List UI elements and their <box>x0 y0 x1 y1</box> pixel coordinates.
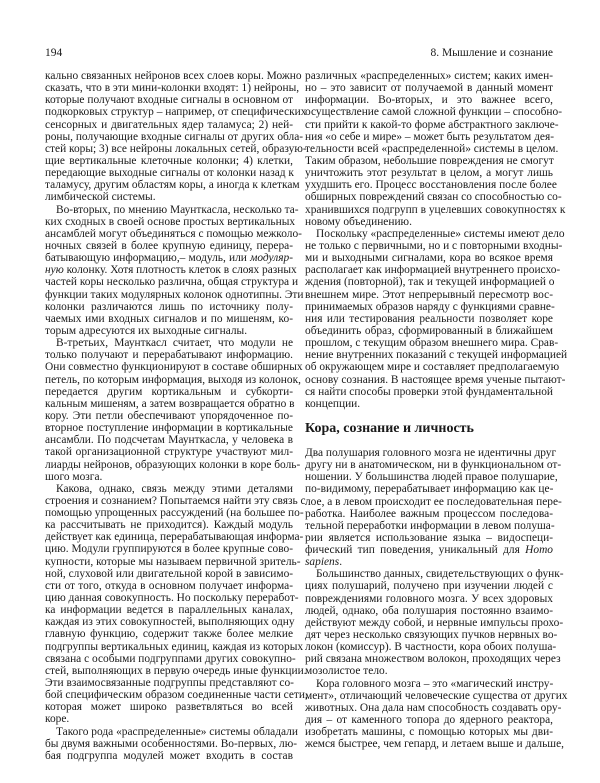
text-line: об окружающем мире и составляет предполагаемую <box>305 361 560 374</box>
text-line: sapiens. <box>305 556 343 569</box>
text-line: ния «о себе и мире» – может быть результатом дея- <box>305 130 555 143</box>
text-line: ночных связей в более крупную единицу, перера- <box>45 239 293 252</box>
text-line: частей коры несколько различна, общая структура и <box>45 276 299 289</box>
text-line: рий связана множеством волокон, проходящих через <box>305 653 561 666</box>
text-line: Поскольку «распределенные» системы имеют дело <box>316 227 565 240</box>
text-line: цию. Модули группируются в более крупные сово- <box>45 543 293 556</box>
text-line: осуществление самой сложной функции – способно- <box>305 106 563 119</box>
text-line: строения и сознанием? Попытаемся найти эту связь с <box>45 494 306 507</box>
text-line: лимбической системы. <box>45 191 156 204</box>
text-line: ную колонку. Хотя плотность клеток в слоях разных <box>45 264 297 277</box>
text-line: сказать, что в эти мини-колонки входят: 1) нейроны, <box>45 82 300 95</box>
text-line: мозолистое тело. <box>305 665 388 678</box>
text-line: каждая из этих совокупностей, выполняющих одну <box>45 616 295 629</box>
text-line: концепции. <box>305 397 361 410</box>
paragraph <box>305 446 562 569</box>
text-line: людей, однако, оба полушария постоянно взаимо- <box>305 604 553 617</box>
text-line: сти от того, откуда в основном получает информа- <box>45 579 293 592</box>
text-line: передающие выходные сигналы от колонки назад к <box>45 167 294 180</box>
text-line: действует как единица, перерабатывающая информа- <box>45 531 304 544</box>
text-line: мент», отличающий человеческие существа от других <box>305 689 568 702</box>
paragraph <box>45 482 308 726</box>
page-number: 194 <box>45 47 63 59</box>
text-line: рии является использование языка – видоспеци- <box>305 531 553 544</box>
text-line: жемся быстрее, чем гепард, и летаем выше и дальше, <box>305 738 564 751</box>
text-line: по-видимому, перерабатывает информацию как це- <box>305 483 554 496</box>
text-line: главную функцию, содержит также более мелкие <box>45 628 293 641</box>
text-line: различных «распределенных» систем; каких имен- <box>305 70 553 82</box>
text-line: Они совместно функционируют в составе обширных <box>45 361 303 374</box>
text-line: циях полушарий, получено при изучении людей с <box>305 580 553 593</box>
text-line: бой специфическим образом соединенные части сети, <box>45 689 308 702</box>
text-line: тельности всей «распределенной» системы в целом. <box>305 142 559 155</box>
text-line: работка. Наиболее важным процессом последова- <box>305 507 553 520</box>
text-line: другу ни в анатомическом, ни в функциональном от- <box>305 459 562 472</box>
text-line: прошлом, с текущим образом внешнего мира. Срав- <box>305 337 559 350</box>
text-line: Во-вторых, по мнению Маунткасла, несколько та- <box>56 203 299 216</box>
right-column <box>305 70 568 751</box>
text-line: животных. Она дала нам способность создавать ору- <box>305 701 562 714</box>
text-line: хранившихся подгрупп в уцелевших совокупностях к <box>305 203 566 216</box>
paragraph <box>45 70 307 204</box>
text-line: объединить образ, сформированный в ближайшем <box>305 324 553 337</box>
text-line: чаемых ими входных сигналов и по мишеням, ко- <box>45 312 293 325</box>
text-line: подгруппы вертикальных единиц, каждая из которых <box>45 640 304 653</box>
text-line: ка информации ведется в параллельных каналах, <box>45 604 293 617</box>
text-line: кору. Эти петли обеспечивают упорядоченное по- <box>45 409 293 422</box>
text-line: ких сходных в своей основе простых вертикальных <box>45 215 296 228</box>
text-line: ношении. У большинства людей правое полушарие, <box>305 471 558 484</box>
text-line: Кора головного мозга – это «магический инстру- <box>316 677 554 690</box>
paragraph <box>305 677 568 751</box>
paragraph <box>305 568 564 678</box>
text-line: колонки различаются лишь по источнику полу- <box>45 300 293 313</box>
text-line: петель, по которым информация, выходя из колонок, <box>45 373 301 386</box>
text-line: изобретать машины, с помощью которых мы дви- <box>305 726 553 739</box>
text-line: Большинство данных, свидетельствующих о функ- <box>316 568 564 581</box>
text-line: помощью упрощенных рассуждений (на большее по- <box>45 507 304 520</box>
text-line: только получают и перерабатывают информацию. <box>45 349 293 362</box>
text-line: кально связанных нейронов всех слоев коры. Можно <box>45 70 302 82</box>
text-line: которые получают входные сигналы в основном от <box>45 94 293 107</box>
running-header: 8. Мышление и сознание <box>430 47 553 59</box>
text-line: ансамбли. По подсчетам Маунткасла, у человека в <box>45 434 293 447</box>
text-line: такой организационной структуре участвуют мил- <box>45 446 293 459</box>
text-line: стей коры; 3) все нейроны локальных сетей, образую- <box>45 142 307 155</box>
text-line: шого мозга. <box>45 470 103 483</box>
text-line: батывающую информацию,– модуль, или модуляр- <box>45 252 293 265</box>
text-line: сти прийти к какой-то форме абстрактного заключе- <box>305 118 559 131</box>
text-line: Эти взаимосвязанные подгруппы представляют со- <box>45 677 294 690</box>
text-line: основу сознания. В настоящее время ученые пытают- <box>305 373 566 386</box>
text-line: Два полушария головного мозга не идентичны друг <box>305 446 557 459</box>
paragraph <box>305 227 568 410</box>
text-line: таламусу, другим областям коры, а иногда к клеткам <box>45 179 300 192</box>
text-line: уничтожить этот результат в целом, а могут лишь <box>305 167 553 180</box>
text-line: торым адресуются их выходные сигналы. <box>45 324 248 337</box>
text-line: которая может широко разветвляться во всей <box>45 701 293 714</box>
text-line: ми и выходными сигналами, кора во всякое время <box>305 252 553 265</box>
text-line: не только с первичными, но и с повторными входны- <box>305 239 563 252</box>
text-line: Таким образом, небольшие повреждения не смогут <box>305 154 554 167</box>
text-line: ной, слуховой или двигательной корой в зависимо- <box>45 567 294 580</box>
text-line: Такого рода «распределенные» системы обладали <box>56 725 298 738</box>
text-line: купности, которые мы называем первичной зритель- <box>45 555 301 568</box>
text-line: обширных повреждений связан со способностью со- <box>305 191 562 204</box>
text-line: нение внутренних показаний с текущей информацией <box>305 349 568 362</box>
text-line: связана с особыми подгруппами других совокупно- <box>45 652 296 665</box>
text-line: дят через несколько связующих пучков нервных во- <box>305 629 558 642</box>
text-line: ния или тестирования реальности позволяет коре <box>305 312 553 325</box>
text-line: ухудшить его. Процесс восстановления после более <box>305 179 557 192</box>
text-line: цию данная совокупность. Но поскольку переработ- <box>45 592 299 605</box>
paragraph <box>305 70 566 228</box>
paragraph <box>45 725 298 762</box>
text-line: ждения (повторной), так и текущей информацией о <box>305 276 555 289</box>
text-line: Какова, однако, связь между этими деталями <box>56 482 293 495</box>
text-line: внешнем мире. Этот непрерывный пересмотр вос- <box>305 288 553 301</box>
text-line: новому объединению. <box>305 215 412 228</box>
text-line: повреждениями головного мозга. У всех здоровых <box>305 592 553 605</box>
text-line: ся найти способы проверки этой фундаментальной <box>305 385 554 398</box>
text-line: ансамблей могут объединяться с помощью межколо- <box>45 227 302 240</box>
text-line: бы двумя важными особенностями. Во-первых, лю- <box>45 737 298 750</box>
text-line: локон (комиссур). В частности, кора обоих полуша- <box>305 641 557 654</box>
text-line: сенсорных и двигательных ядер таламуса; 2) ней- <box>45 118 293 131</box>
text-line: информации. Во-вторых, и это важнее всего, <box>305 94 553 107</box>
text-line: передается другим кортикальным и субкорти- <box>45 385 293 398</box>
text-line: принимаемых образов наряду с функциями сравне- <box>305 300 555 313</box>
text-line: стей, выполняющих в первую очередь иные функции. <box>45 664 307 677</box>
text-line: действуют между собой, и нервные импульсы прохо- <box>305 616 564 629</box>
text-line: располагает как информацией внутреннего происхо- <box>305 264 561 277</box>
text-line: но – это зависит от получаемой в данный момент <box>305 82 553 95</box>
left-column <box>45 70 308 762</box>
text-line: фический тип поведения, уникальный для Homo <box>305 544 553 557</box>
text-line: роны, получающие входные сигналы от других обла- <box>45 130 304 143</box>
text-line: подкорковых структур – например, от специфических <box>45 106 307 119</box>
text-line: дия – от каменного топора до ядерного реактора, <box>305 714 553 727</box>
paragraph <box>45 337 303 483</box>
text-line: лое, а в левом происходит ее последовательная пере- <box>305 495 562 508</box>
paragraph <box>45 203 304 338</box>
text-line: функции таких модулярных колонок однотипны. Эти <box>45 288 304 301</box>
text-line: тельной переработки информации в левом полуша- <box>305 519 555 532</box>
text-line: коре. <box>45 713 70 726</box>
text-line: В-третьих, Маунткасл считает, что модули не <box>56 337 293 350</box>
text-line: щие вертикальные клеточные колонки; 4) клетки, <box>45 154 293 167</box>
text-line: лиарды нейронов, образующих колонки в коре боль- <box>45 458 301 471</box>
text-line: кальным мишеням, а затем возвращается обратно в <box>45 397 295 410</box>
text-line: ка рассчитывать не приходится). Каждый модуль <box>45 519 293 532</box>
text-line: вторное поступление информации в кортикальные <box>45 422 293 435</box>
text-line: бая подгруппа модулей может входить в состав <box>45 749 293 762</box>
section-heading: Кора, сознание и личность <box>305 420 474 436</box>
